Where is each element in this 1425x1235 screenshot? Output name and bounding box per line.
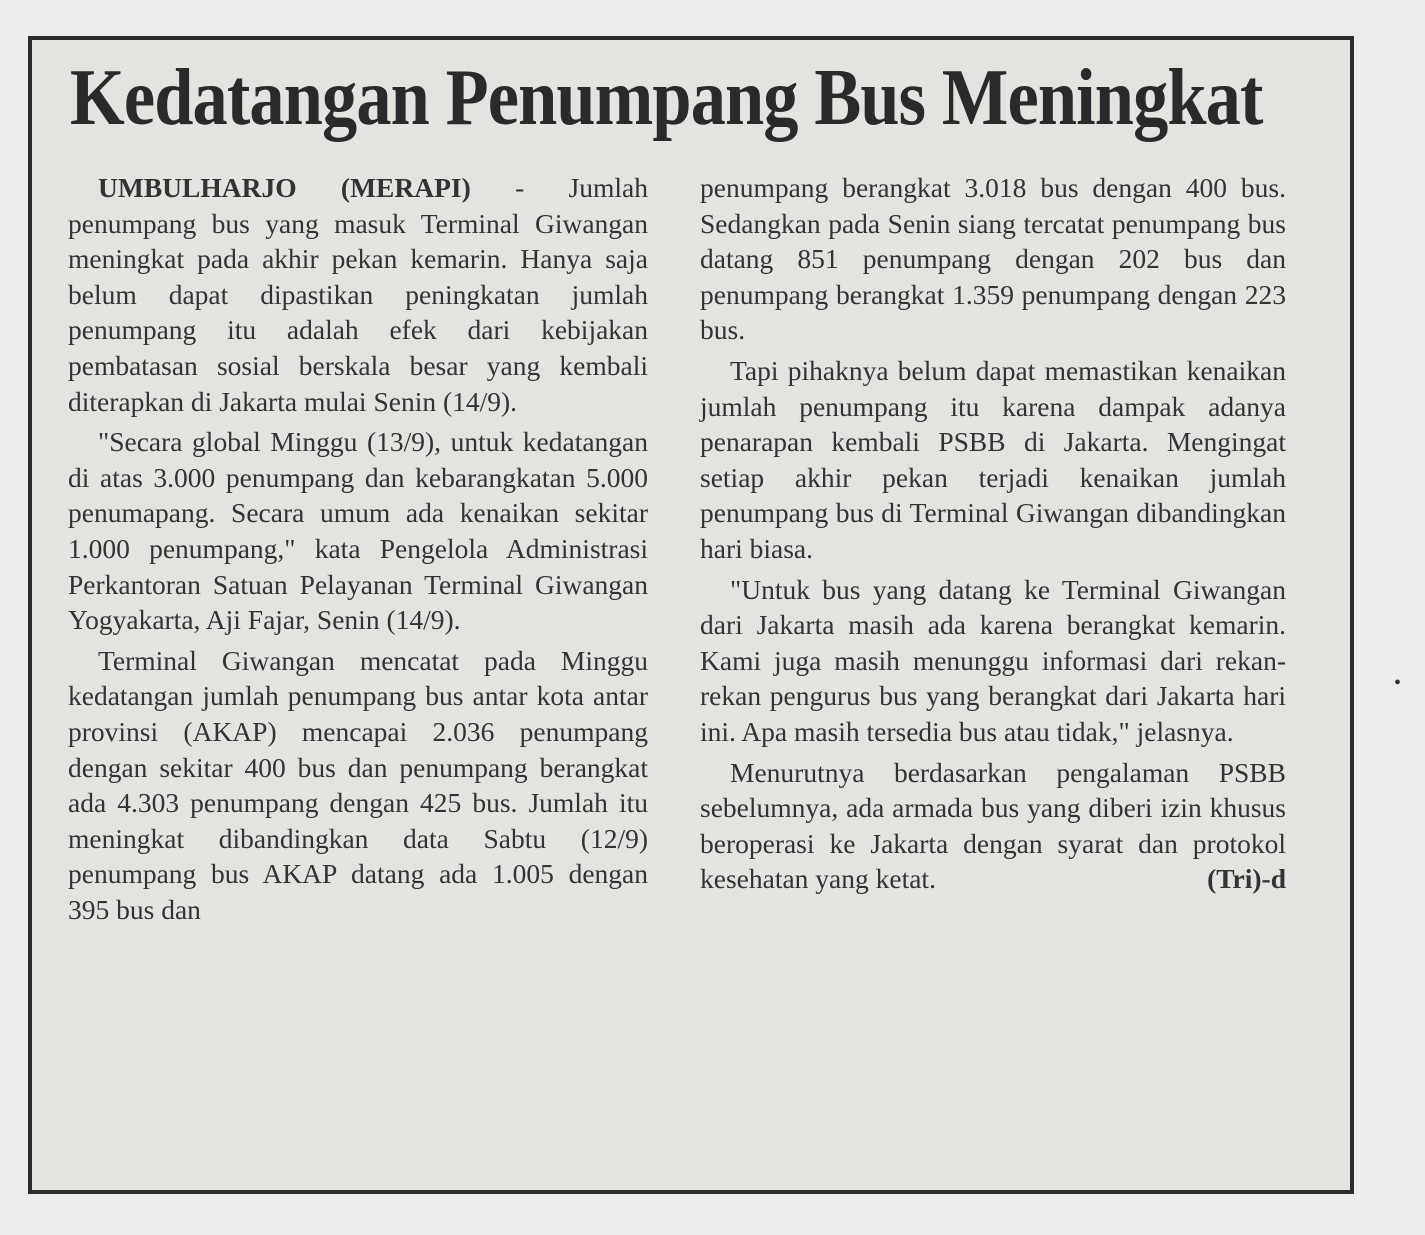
stray-mark: • <box>1394 672 1402 694</box>
article-column-left <box>68 170 648 932</box>
paragraph: "Secara global Minggu (13/9), untuk kedatangan di atas 3.000 penumpang dan kebarangkatan 5.000 penumapang. Secara umum ada kenaikan sekitar 1.000 penumpang," kata Pengelola Administrasi Perkantoran Satuan Pelayanan Terminal Giwangan Yogyakarta, Aji Fajar, Senin (14/9). <box>68 426 648 636</box>
paragraph-text: - Jumlah penumpang bus yang masuk Terminal Giwangan meningkat pada akhir pekan kemarin. Hanya saja belum dapat dipastikan peningkatan jumlah penumpang itu adalah efek dari kebijakan pembatasan sosial berskala besar yang kembali diterapkan di Jakarta mulai Senin (14/9). <box>68 172 648 417</box>
paragraph: penumpang berangkat 3.018 bus dengan 400 bus. Sedangkan pada Senin siang tercatat penumpang bus datang 851 penumpang dengan 202 bus dan penumpang berangkat 1.359 penumpang dengan 223 bus. <box>700 172 1286 346</box>
paragraph: "Untuk bus yang datang ke Terminal Giwangan dari Jakarta masih ada karena berangkat kemarin. Kami juga masih menunggu informasi dari rekan-rekan pengurus bus yang berangkat dari Jakarta hari ini. Apa masih tersedia bus atau tidak," jelasnya. <box>700 573 1286 747</box>
paragraph <box>700 755 1286 897</box>
article-signoff: (Tri)-d <box>1207 863 1286 895</box>
paragraph <box>68 170 648 419</box>
paragraph: Terminal Giwangan mencatat pada Minggu kedatangan jumlah penumpang bus antar kota antar provinsi (AKAP) mencapai 2.036 penumpang dengan sekitar 400 bus dan penumpang berangkat ada 4.303 penumpang dengan 425 bus. Jumlah itu meningkat dibandingkan data Sabtu (12/9) penumpang bus AKAP datang ada 1.005 dengan 395 bus dan <box>68 644 648 925</box>
article-dateline: UMBULHARJO (MERAPI) <box>98 172 471 203</box>
article-headline: Kedatangan Penumpang Bus Meningkat <box>70 54 1263 142</box>
article-column-right <box>700 170 1286 902</box>
paragraph-text: Menurutnya berdasarkan pengalaman PSBB sebelumnya, ada armada bus yang diberi izin khusus beroperasi ke Jakarta dengan syarat dan protokol kesehatan yang ketat. <box>700 756 1286 895</box>
paragraph: Tapi pihaknya belum dapat memastikan kenaikan jumlah penumpang itu karena dampak adanya penarapan kembali PSBB di Jakarta. Mengingat setiap akhir pekan terjadi kenaikan jumlah penumpang bus di Terminal Giwangan dibandingkan hari biasa. <box>700 354 1286 564</box>
